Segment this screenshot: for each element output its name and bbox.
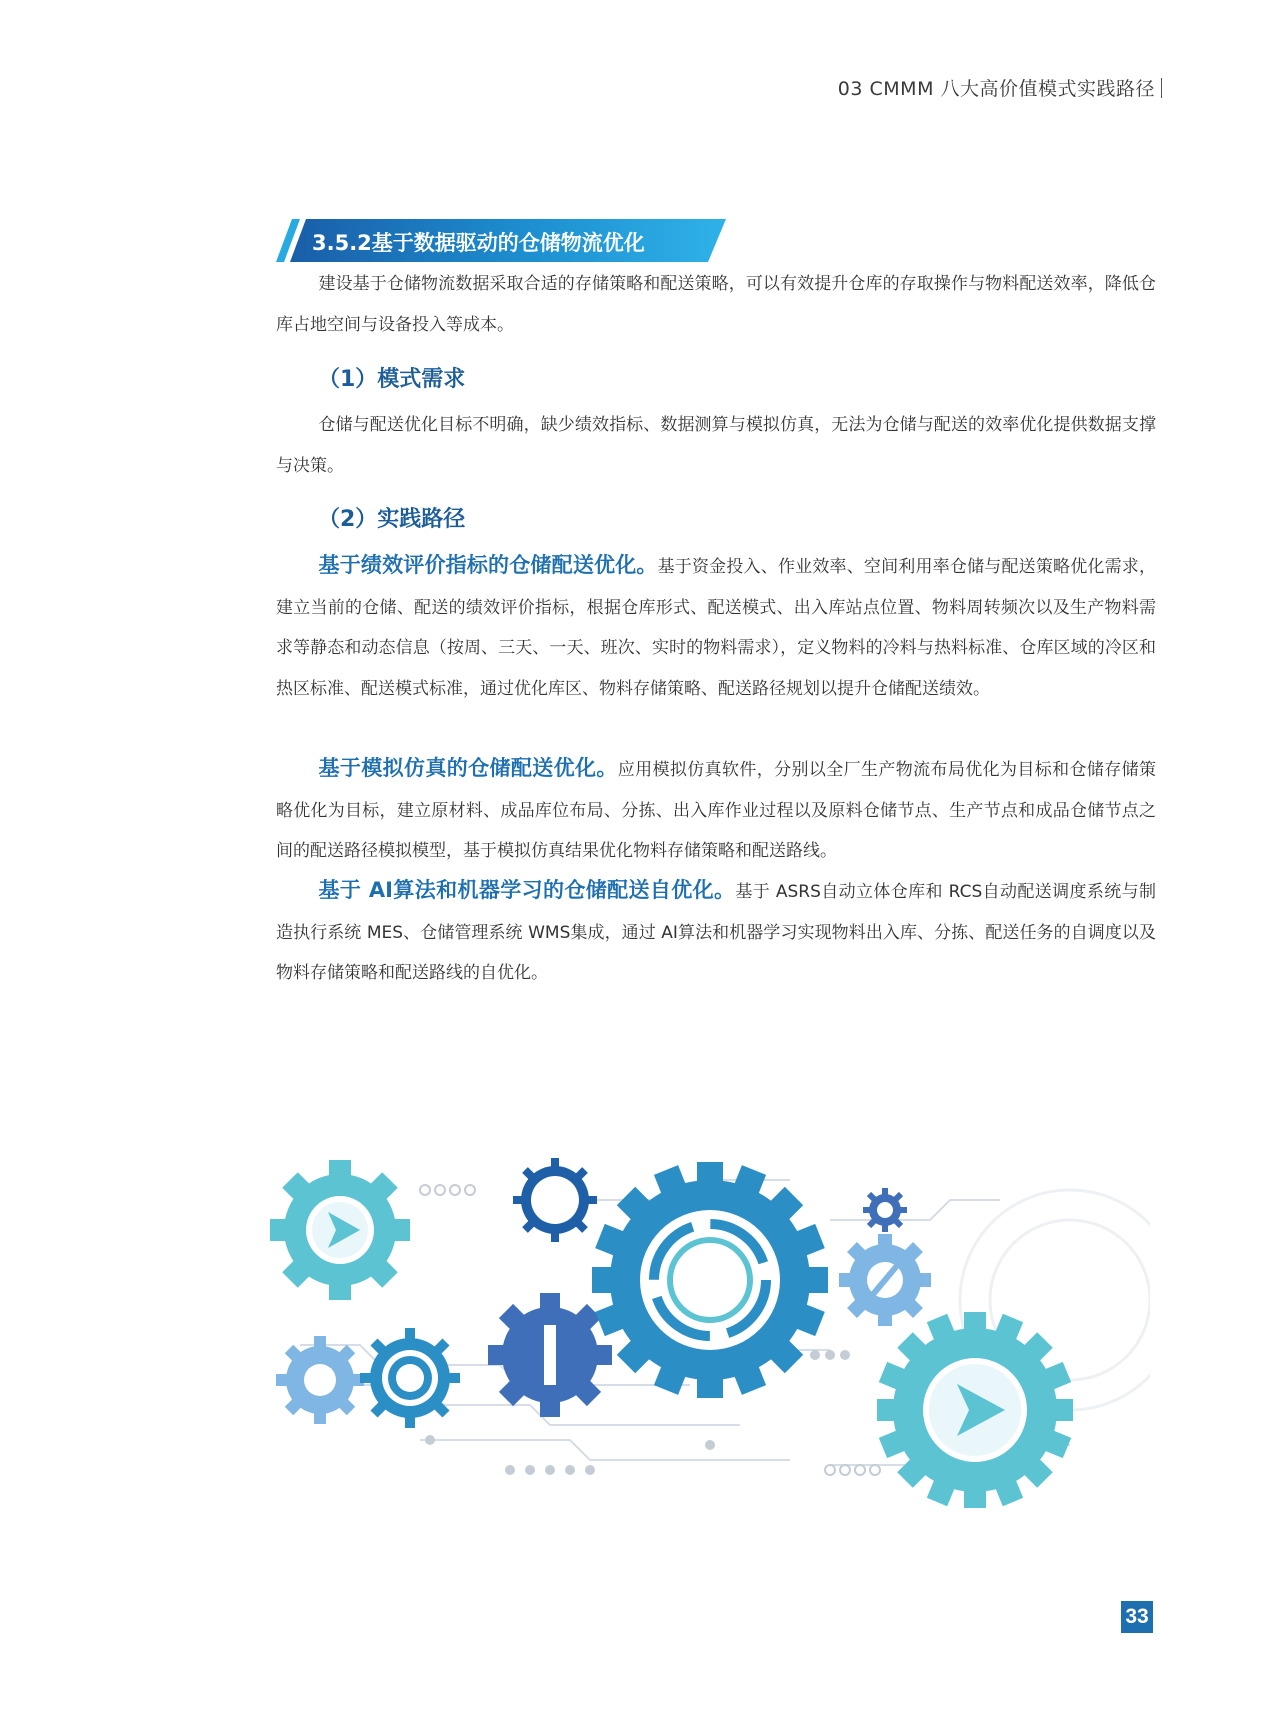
practice-text: 基于 ASRS自动立体仓库和 RCS自动配送调度系统与制造执行系统 MES、仓储管理系统 WMS集成，通过 AI算法和机器学习实现物料出入库、分拣、配送任务的自调度以及物料存储策略和配送路线的自优化。 bbox=[276, 882, 1156, 983]
section-title: 3.5.2基于数据驱动的仓储物流优化 bbox=[312, 231, 645, 255]
practice-lead: 基于绩效评价指标的仓储配送优化。 bbox=[318, 553, 658, 577]
demand-heading: （1）模式需求 bbox=[318, 367, 466, 392]
practice-paragraph bbox=[276, 870, 1156, 994]
practice-paragraph bbox=[276, 545, 1156, 709]
practice-item-1 bbox=[276, 545, 1156, 709]
practice-paragraph bbox=[276, 748, 1156, 872]
gear-icon bbox=[877, 1312, 1073, 1508]
gear-icon bbox=[360, 1328, 460, 1428]
demand-heading-block bbox=[276, 362, 1156, 393]
header-divider bbox=[1161, 78, 1162, 98]
intro-paragraph: 建设基于仓储物流数据采取合适的存储策略和配送策略，可以有效提升仓库的存取操作与物料配送效率，降低仓库占地空间与设备投入等成本。 bbox=[276, 274, 1156, 335]
demand-block bbox=[276, 405, 1156, 486]
gears-illustration bbox=[270, 1140, 1150, 1540]
gear-icon bbox=[488, 1293, 612, 1417]
running-header bbox=[838, 74, 1162, 101]
section-intro bbox=[276, 264, 1156, 345]
running-header-text: 03 CMMM 八大高价值模式实践路径 bbox=[837, 78, 1155, 100]
page-number: 33 bbox=[1121, 1601, 1153, 1633]
practice-item-2 bbox=[276, 748, 1156, 872]
practice-lead: 基于模拟仿真的仓储配送优化。 bbox=[318, 756, 618, 780]
gear-icon bbox=[592, 1162, 828, 1398]
gear-icon bbox=[276, 1336, 364, 1424]
demand-paragraph: 仓储与配送优化目标不明确，缺少绩效指标、数据测算与模拟仿真，无法为仓储与配送的效率优化提供数据支撑与决策。 bbox=[276, 415, 1156, 476]
practice-lead: 基于 AI算法和机器学习的仓储配送自优化。 bbox=[318, 878, 736, 902]
practice-item-3 bbox=[276, 870, 1156, 994]
practice-text: 应用模拟仿真软件，分别以全厂生产物流布局优化为目标和仓储存储策略优化为目标，建立原材料、成品库位布局、分拣、出入库作业过程以及原料仓储节点、生产节点和成品仓储节点之间的配送路径模拟模型，基于模拟仿真结果优化物料存储策略和配送路线。 bbox=[276, 760, 1156, 861]
gear-icon bbox=[513, 1158, 597, 1242]
practice-text: 基于资金投入、作业效率、空间利用率仓储与配送策略优化需求，建立当前的仓储、配送的绩效评价指标，根据仓库形式、配送模式、出入库站点位置、物料周转频次以及生产物料需求等静态和动态信息（按周、三天、一天、班次、实时的物料需求），定义物料的冷料与热料标准、仓库区域的冷区和热区标准、配送模式标准，通过优化库区、物料存储策略、配送路径规划以提升仓储配送绩效。 bbox=[276, 557, 1157, 699]
practice-heading-block bbox=[276, 502, 1156, 533]
gear-icon bbox=[839, 1234, 931, 1326]
practice-heading: （2）实践路径 bbox=[318, 507, 466, 532]
section-title-banner bbox=[276, 219, 726, 262]
gear-icon bbox=[270, 1160, 410, 1300]
gear-icon bbox=[863, 1188, 907, 1232]
